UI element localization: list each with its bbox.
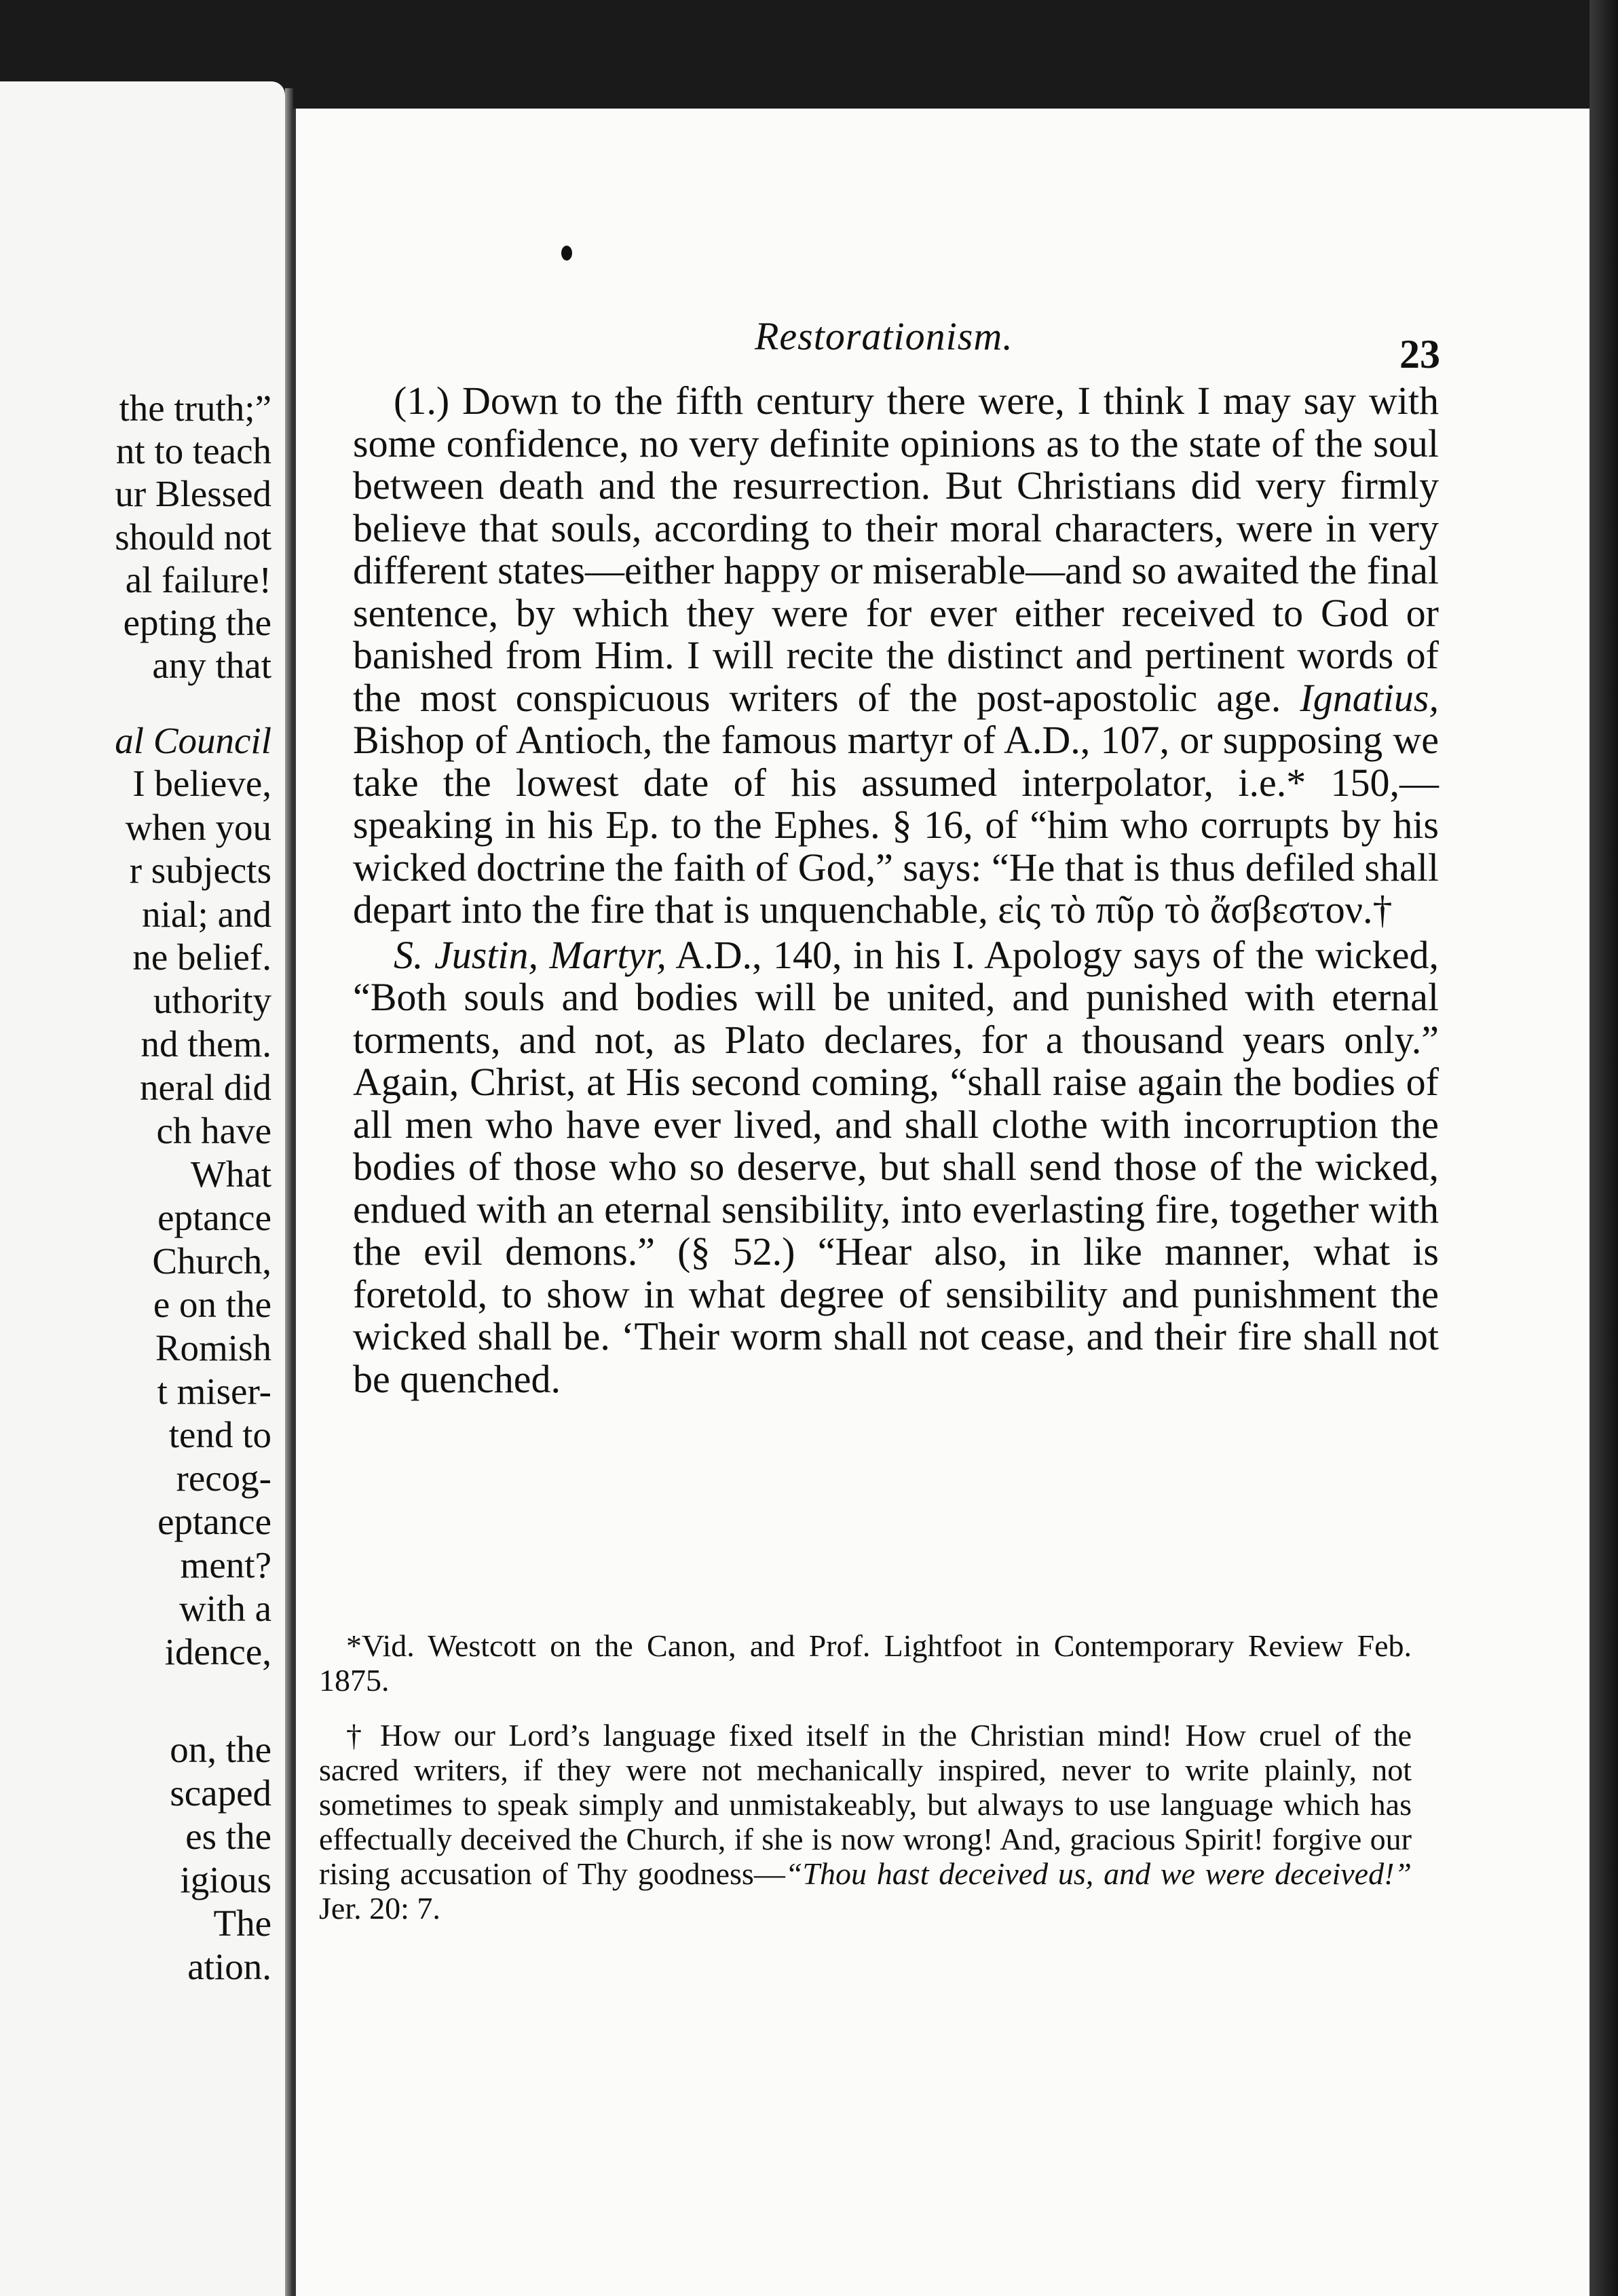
text-line: with a [179,1588,271,1629]
text-line: What [190,1153,271,1195]
main-body [353,380,1439,1400]
text-line: The [213,1902,271,1944]
text-line: r subjects [129,849,271,891]
text-line: I believe, [132,763,271,804]
paragraph-text: A.D., 140, in his I. Apology says of the wicked, “Both souls and bodies will be united, and punished with eternal torments, and not, as Plato declares, for a thousand years only.” Again, Christ, at His second coming, “shall raise again the bodies of all men who have ever lived, and shall clothe with incorruption the bodies of those who so deserve, but shall send those of the wicked, endued with an eternal sensibility, into everlasting fire, together with the evil demons.” (§ 52.) “Hear also, in like manner, what is foretold, to show in what degree of sensibility and punishment the wicked shall be. ‘Their worm shall not cease, and their fire shall not be quenched. [353,932,1439,1401]
text-line: ment? [180,1544,271,1586]
footnote-2 [319,1718,1412,1926]
text-line: nial; and [142,894,271,935]
text-line: on, the [170,1729,271,1770]
footnotes [319,1628,1412,1926]
page-edge-shadow [1589,0,1618,2296]
name-justin: S. Justin, Martyr, [394,932,666,977]
text-line: when you [125,807,271,848]
text-line: ne belief. [132,936,271,978]
paragraph-text: Bishop of Antioch, the famous martyr of A.D., 107, or supposing we take the lowest date of his assumed interpolator, i.e.* 150,—speaking in his Ep. to the Ephes. § 16, of “him who corrupts by his wicked doctrine the faith of God,” says: “He that is thus defiled shall depart into the fire that is unquenchable, εἰς τὸ πῦρ τὸ ἄσβεστον.† [353,718,1439,932]
footnote-reference: Jer. 20: 7. [319,1891,440,1926]
text-line: tend to [168,1414,271,1455]
footnote-quote: “Thou hast deceived us, and we were deceived!” [785,1856,1412,1891]
text-line: ur Blessed [115,473,271,514]
text-line: igious [180,1859,271,1900]
text-line: eptance [157,1197,271,1238]
name-ignatius: Ignatius, [1300,675,1439,720]
footnote-text: † How our Lord’s language fixed itself in the Christian mind! How cruel of the sacred writers, if they were not mechanically inspired, never to write plainly, not sometimes to speak simply and unmistakeably, but always to use language which has effectually deceived the Church, if she is now wrong! And, gracious Spirit! forgive our rising accusation of Thy goodness— [319,1718,1412,1891]
text-line: al Council [115,720,271,761]
text-line: should not [115,516,271,558]
text-line: t miser- [157,1371,271,1412]
paragraph-justin [353,934,1439,1401]
page-number: 23 [1399,332,1440,377]
text-line: neral did [140,1067,271,1108]
text-line: recog- [176,1457,271,1499]
text-line: epting the [123,602,271,643]
text-line: scaped [170,1772,271,1814]
text-line: ation. [187,1946,271,1987]
book-gutter [285,88,293,2296]
running-title: Restorationism. [755,314,1013,358]
text-line: ch have [156,1110,271,1151]
text-line: uthority [153,980,271,1021]
text-line: al failure! [125,559,271,600]
text-line: nd them. [140,1023,271,1065]
paragraph-text: (1.) Down to the fifth century there were, I think I may say with some confidence, no very definite opinions as to the state of the soul between death and the resurrection. But Christians did very firmly believe that souls, according to their moral characters, were in very different states—either happy or miserable—and so awaited the final sentence, by which they were for ever either received to God or banished from Him. I will recite the distinct and pertinent words of the most conspicuous writers of the post-apostolic age. [353,379,1439,720]
text-line: Church, [152,1240,271,1282]
previous-page [0,81,285,2296]
paragraph-ignatius [353,380,1439,932]
text-line: any that [152,645,271,686]
text-line: the truth;” [119,387,271,429]
text-line: Romish [155,1327,271,1369]
ink-dot [561,246,572,261]
text-line: eptance [157,1501,271,1542]
text-line: idence, [164,1631,271,1672]
footnote-1: *Vid. Westcott on the Canon, and Prof. Lightfoot in Contemporary Review Feb. 1875. [319,1628,1412,1698]
text-line: e on the [153,1284,271,1325]
text-line: nt to teach [115,430,271,472]
text-line: es the [185,1816,271,1857]
